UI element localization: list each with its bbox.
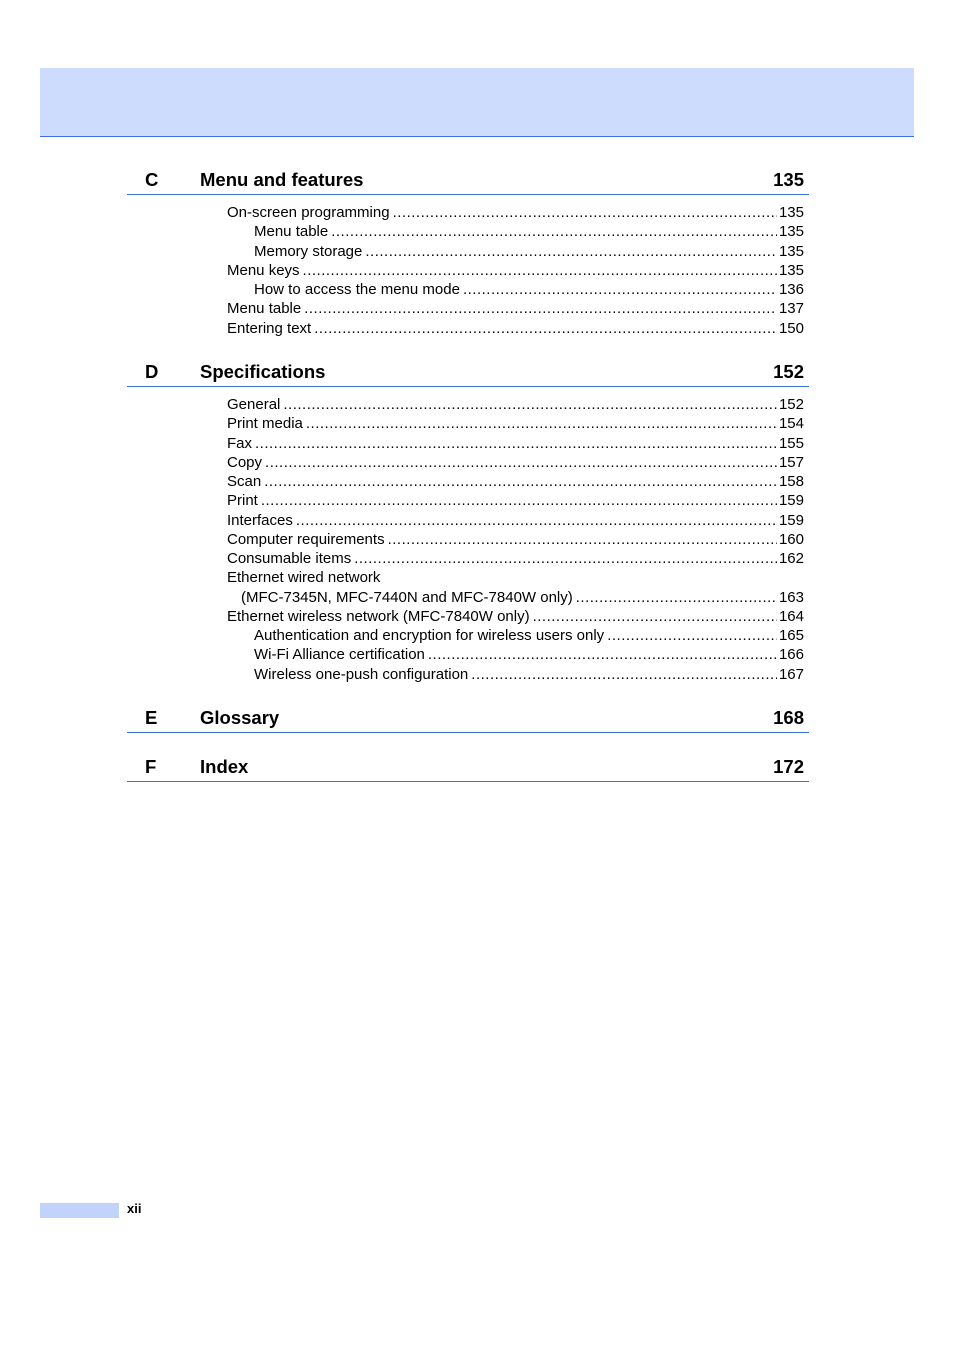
toc-entry-page: 165 xyxy=(778,627,804,644)
toc-entry[interactable] xyxy=(227,261,804,280)
toc-entry-page: 135 xyxy=(778,261,804,279)
dot-leader xyxy=(255,434,777,453)
chapter-page: 135 xyxy=(773,169,804,190)
dot-leader xyxy=(576,588,777,607)
toc-entry[interactable] xyxy=(227,472,804,491)
chapter-heading[interactable] xyxy=(127,705,809,733)
toc-entry[interactable] xyxy=(227,434,804,453)
chapter-title: Specifications xyxy=(200,361,326,382)
toc-entry[interactable] xyxy=(254,626,804,645)
dot-leader xyxy=(306,414,777,433)
toc-entry-page: 166 xyxy=(778,646,804,664)
toc-entry[interactable] xyxy=(227,511,804,530)
toc-entry[interactable] xyxy=(227,414,804,433)
chapter-title: Glossary xyxy=(200,707,280,728)
toc-entry-label: Ethernet wireless network (MFC-7840W only) xyxy=(227,607,530,625)
toc-entry-page: 164 xyxy=(778,607,804,625)
dot-leader xyxy=(261,491,777,510)
dot-leader xyxy=(303,261,777,280)
toc-entry-label: Print xyxy=(227,492,258,510)
toc-entry-page: 160 xyxy=(778,530,804,548)
toc-entry[interactable] xyxy=(227,607,804,626)
chapter-heading[interactable] xyxy=(127,754,809,782)
toc-entry[interactable] xyxy=(227,453,804,472)
chapter-heading[interactable] xyxy=(127,359,809,387)
dot-leader xyxy=(314,319,777,338)
chapter-letter: C xyxy=(145,169,159,190)
dot-leader xyxy=(533,607,777,626)
toc-entry-page: 163 xyxy=(778,588,804,606)
toc-entry-page: 154 xyxy=(778,415,804,433)
toc-entry-label: Wireless one-push configuration xyxy=(254,665,469,683)
toc-entry-label: General xyxy=(227,396,281,413)
dot-leader xyxy=(283,395,777,414)
toc-entry-page: 135 xyxy=(778,204,804,221)
toc-entry[interactable] xyxy=(241,588,804,607)
chapter-letter: F xyxy=(145,756,157,777)
toc-entry[interactable] xyxy=(254,665,804,684)
toc-entry[interactable] xyxy=(227,568,804,587)
toc-entry[interactable] xyxy=(227,299,804,318)
toc-entry-label: Ethernet wired network xyxy=(227,569,381,587)
chapter-title: Menu and features xyxy=(200,169,364,190)
dot-leader xyxy=(354,549,777,568)
toc-entry-page: 158 xyxy=(778,473,804,490)
toc-entry[interactable] xyxy=(254,645,804,664)
toc-entry-label: Scan xyxy=(227,473,262,490)
toc-entry-label: On-screen programming xyxy=(227,204,390,221)
toc-entry-page: 159 xyxy=(778,511,804,529)
toc-entry-page: 135 xyxy=(778,242,804,260)
toc-entry-label: Authentication and encryption for wireless users only xyxy=(254,627,605,644)
toc-entry-label: Menu table xyxy=(227,300,302,318)
toc-entry-label: Fax xyxy=(227,434,253,452)
header-band xyxy=(40,68,914,137)
toc-entry-page: 159 xyxy=(778,492,804,510)
chapter-heading[interactable] xyxy=(127,167,809,195)
chapter-page: 172 xyxy=(773,756,804,777)
dot-leader xyxy=(304,299,777,318)
toc-entry-label: Wi-Fi Alliance certification xyxy=(254,646,425,664)
chapter-letter: E xyxy=(145,707,158,728)
toc-entry-label: Copy xyxy=(227,453,263,471)
toc-entry[interactable] xyxy=(227,530,804,549)
toc-entry-label: How to access the menu mode xyxy=(254,281,460,298)
footer-color-block xyxy=(40,1203,119,1218)
dot-leader xyxy=(388,530,777,549)
toc-entry-label: Memory storage xyxy=(254,242,363,260)
toc-entry[interactable] xyxy=(227,395,804,414)
toc-entry[interactable] xyxy=(227,203,804,222)
page-number: xii xyxy=(127,1201,142,1216)
dot-leader xyxy=(265,453,777,472)
toc-entry-page: 136 xyxy=(778,281,804,298)
toc-entry-label: Consumable items xyxy=(227,550,352,567)
toc-entry[interactable] xyxy=(254,222,804,241)
toc-entry-label: Interfaces xyxy=(227,511,293,529)
toc-entry[interactable] xyxy=(227,319,804,338)
toc-entry-page: 152 xyxy=(778,396,804,413)
toc-entry-label: Entering text xyxy=(227,319,312,337)
dot-leader xyxy=(264,472,777,491)
toc-entry-page: 157 xyxy=(778,453,804,471)
dot-leader xyxy=(296,511,777,530)
toc-entry-label: Menu keys xyxy=(227,261,300,279)
dot-leader xyxy=(607,626,777,645)
toc-entry-label: Menu table xyxy=(254,223,329,241)
dot-leader xyxy=(463,280,777,299)
toc-entry-label: Computer requirements xyxy=(227,530,385,548)
dot-leader xyxy=(365,242,777,261)
toc-entry[interactable] xyxy=(254,242,804,261)
toc-entry-page: 155 xyxy=(778,434,804,452)
toc-entry[interactable] xyxy=(227,491,804,510)
chapter-page: 168 xyxy=(773,707,804,728)
toc-entry[interactable] xyxy=(254,280,804,299)
dot-leader xyxy=(471,665,777,684)
toc-entry[interactable] xyxy=(227,549,804,568)
dot-leader xyxy=(428,645,777,664)
toc-entry-page: 137 xyxy=(778,300,804,318)
toc-entry-page: 167 xyxy=(778,665,804,683)
dot-leader xyxy=(393,203,777,222)
chapter-title: Index xyxy=(200,756,249,777)
toc-entry-page: 162 xyxy=(778,550,804,567)
chapter-letter: D xyxy=(145,361,159,382)
toc-entry-label: (MFC-7345N, MFC-7440N and MFC-7840W only) xyxy=(241,588,573,606)
toc-entry-page: 135 xyxy=(778,223,804,241)
chapter-page: 152 xyxy=(773,361,804,382)
dot-leader xyxy=(331,222,777,241)
toc-entry-label: Print media xyxy=(227,415,303,433)
toc-entry-page: 150 xyxy=(778,319,804,337)
